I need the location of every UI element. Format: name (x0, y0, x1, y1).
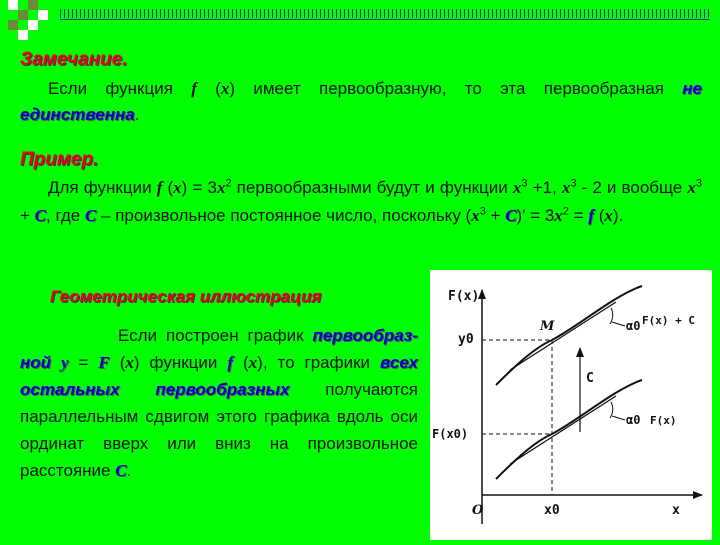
y0-label: y0 (458, 332, 474, 347)
figure-svg (430, 270, 712, 540)
point-m-label: M (540, 319, 555, 334)
curve-original-label: F(x) (650, 414, 677, 427)
antiderivative-shift-figure (430, 270, 712, 540)
header-bar (60, 8, 710, 20)
x0-label: x0 (544, 503, 560, 518)
geometry-paragraph: Если построен график первообраз-ной y = F (x) функции f (x), то графики всех остальных первообразных получаются параллельным сдвигом этого графика вдоль оси ординат вверх или вниз на произвольное расстояние C. (20, 326, 418, 480)
not-unique-text: не единственна (20, 79, 702, 124)
origin-label: O (472, 503, 484, 518)
tangent-top (510, 302, 616, 370)
shift-c-label: C (586, 371, 594, 386)
remark-heading: Замечание. (20, 49, 128, 70)
alpha-bottom-label: α0 (626, 413, 641, 427)
x-axis-label: x (672, 503, 680, 518)
geometry-heading: Геометрическая иллюстрация (50, 287, 322, 306)
fx0-label: F(x0) (432, 427, 469, 441)
alpha-top-label: α0 (626, 319, 641, 333)
example-heading: Пример. (20, 149, 99, 170)
tangent-bottom (510, 396, 616, 464)
y-axis-label: F(x) (448, 289, 480, 304)
example-paragraph: Для функции f $(x) = 3x^2$ первообразными будут и функции $x^3 +1$, $x^3 - 2$ и вообще $x^3 + C$, где C – произвольное постоянное число, поскольку $(x^3 + C)' = 3x^2 = f$ (x). (20, 177, 702, 225)
curve-original (496, 380, 642, 479)
angle-leader-top (612, 322, 625, 326)
curve-shifted-label: F(x) + C (642, 314, 695, 327)
angle-leader-bottom (612, 416, 625, 420)
curve-shifted (496, 286, 642, 385)
remark-paragraph: Если функция f (x) имеет первообразную, то эта первообразная не единственна. (20, 79, 702, 124)
